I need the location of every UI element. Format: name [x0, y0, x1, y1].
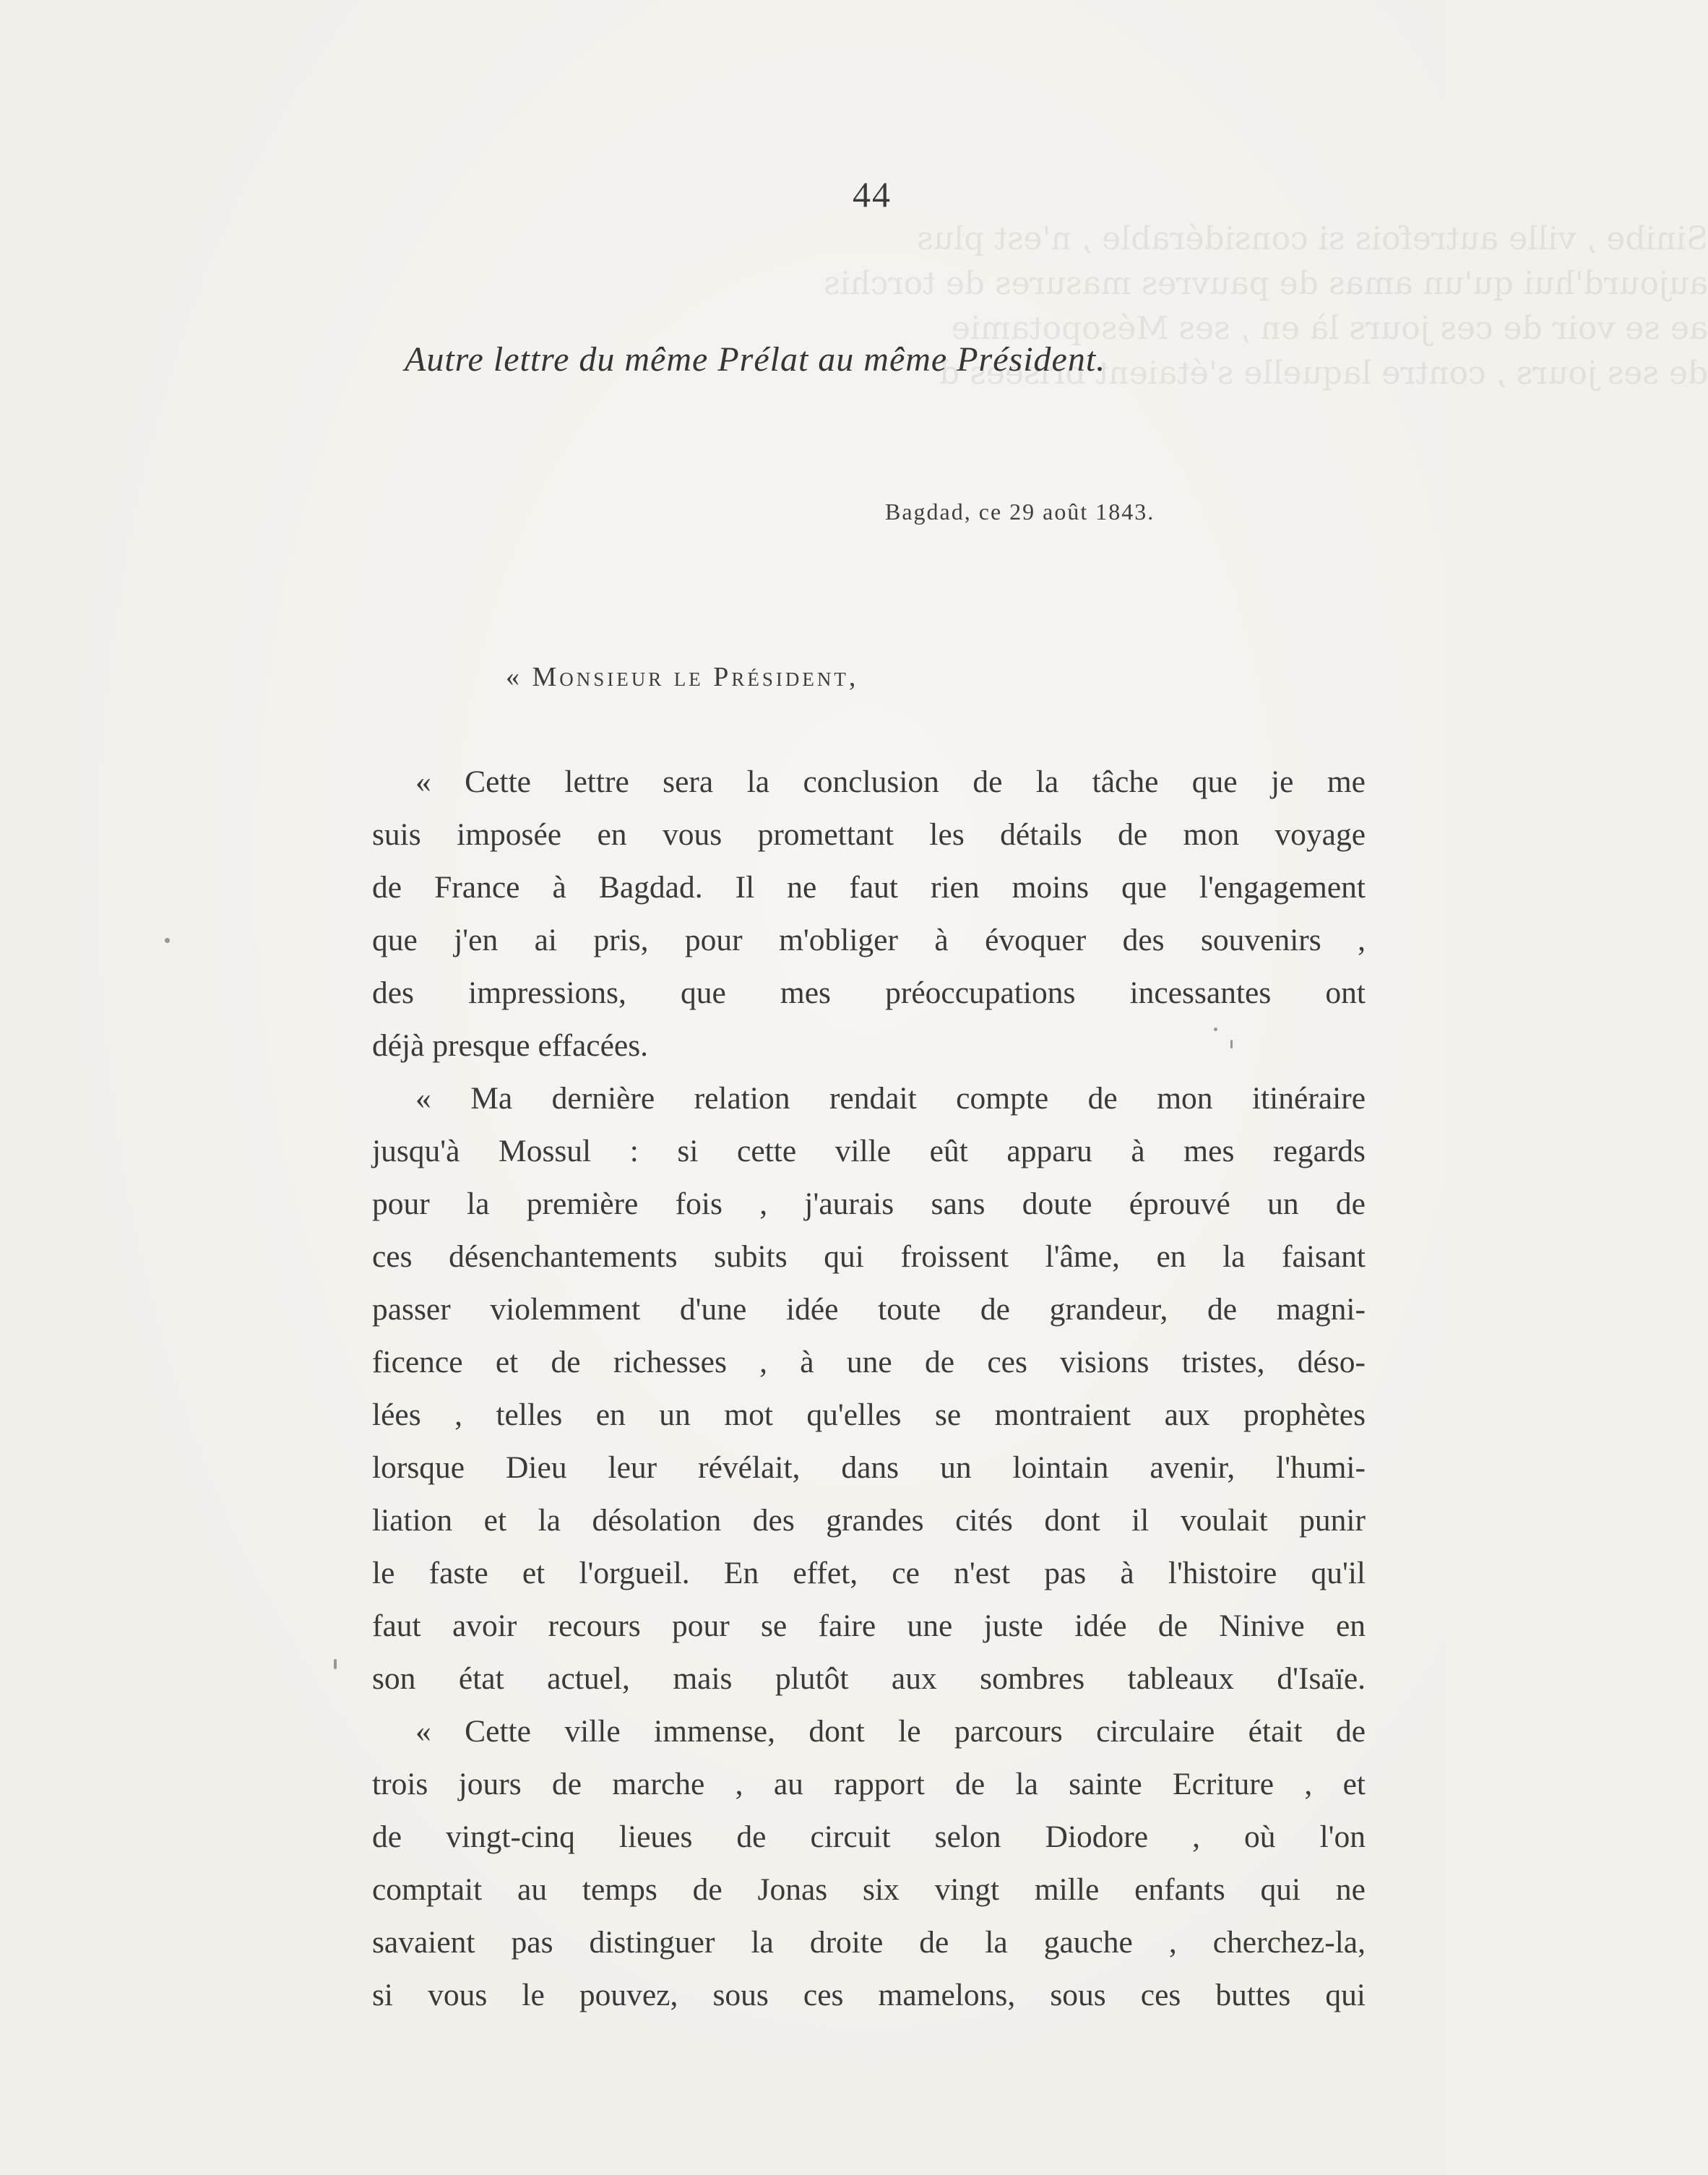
- text-line: déjà presque effacées.: [372, 1028, 649, 1063]
- text-line: son état actuel, mais plutôt aux sombres tableaux d'Isaïe.: [372, 1661, 1366, 1696]
- text-line: « Ma dernière relation rendait compte de mon itinéraire: [415, 1081, 1366, 1116]
- text-line: ficence et de richesses , à une de ces visions tristes, déso-: [372, 1345, 1366, 1379]
- letter-title: Autre lettre du même Prélat au même Président.: [405, 340, 1106, 379]
- text-line: liation et la désolation des grandes cités dont il voulait punir: [372, 1503, 1366, 1538]
- paper-speck: [334, 1659, 337, 1669]
- text-line: jusqu'à Mossul : si cette ville eût apparu à mes regards: [372, 1134, 1366, 1168]
- text-line: que j'en ai pris, pour m'obliger à évoquer des souvenirs ,: [372, 923, 1366, 957]
- text-line: passer violemment d'une idée toute de grandeur, de magni-: [372, 1292, 1366, 1327]
- text-line: pour la première fois , j'aurais sans doute éprouvé un de: [372, 1186, 1366, 1221]
- text-line: faut avoir recours pour se faire une juste idée de Ninive en: [372, 1608, 1366, 1643]
- paper-speck: [1230, 1040, 1233, 1048]
- text-line: lorsque Dieu leur révélait, dans un lointain avenir, l'humi-: [372, 1450, 1366, 1485]
- text-line: suis imposée en vous promettant les détails de mon voyage: [372, 817, 1366, 852]
- text-line: « Cette lettre sera la conclusion de la tâche que je me: [415, 765, 1366, 799]
- letter-body: [372, 756, 1366, 2022]
- text-line: « Cette ville immense, dont le parcours circulaire était de: [415, 1714, 1366, 1749]
- text-line: des impressions, que mes préoccupations incessantes ont: [372, 975, 1366, 1010]
- text-line: le faste et l'orgueil. En effet, ce n'est pas à l'histoire qu'il: [372, 1556, 1366, 1590]
- text-line: si vous le pouvez, sous ces mamelons, sous ces buttes qui: [372, 1978, 1366, 2012]
- paper-speck: [1214, 1028, 1217, 1031]
- text-line: comptait au temps de Jonas six vingt mille enfants qui ne: [372, 1872, 1366, 1907]
- text-line: savaient pas distinguer la droite de la gauche , cherchez-la,: [372, 1925, 1366, 1960]
- text-line: de France à Bagdad. Il ne faut rien moins que l'engagement: [372, 870, 1366, 905]
- paper-speck: [165, 938, 170, 943]
- show-through-texture: Sinibe , ville autrefois si considérable , n'est plus aujourd'hui qu'un amas de pauvres masures de torchis ae se voir de ces jours là en , ses Mésopotamie de ses jours , contre laquelle s'étaient brisées d': [824, 220, 1708, 392]
- text-line: ces désenchantements subits qui froissent l'âme, en la faisant: [372, 1239, 1366, 1274]
- salutation: « Monsieur le Président,: [506, 662, 859, 692]
- dateline: Bagdad, ce 29 août 1843.: [885, 499, 1155, 525]
- text-line: trois jours de marche , au rapport de la sainte Ecriture , et: [372, 1767, 1366, 1801]
- page-number: 44: [853, 174, 892, 215]
- text-line: de vingt-cinq lieues de circuit selon Diodore , où l'on: [372, 1819, 1366, 1854]
- text-line: lées , telles en un mot qu'elles se montraient aux prophètes: [372, 1397, 1366, 1432]
